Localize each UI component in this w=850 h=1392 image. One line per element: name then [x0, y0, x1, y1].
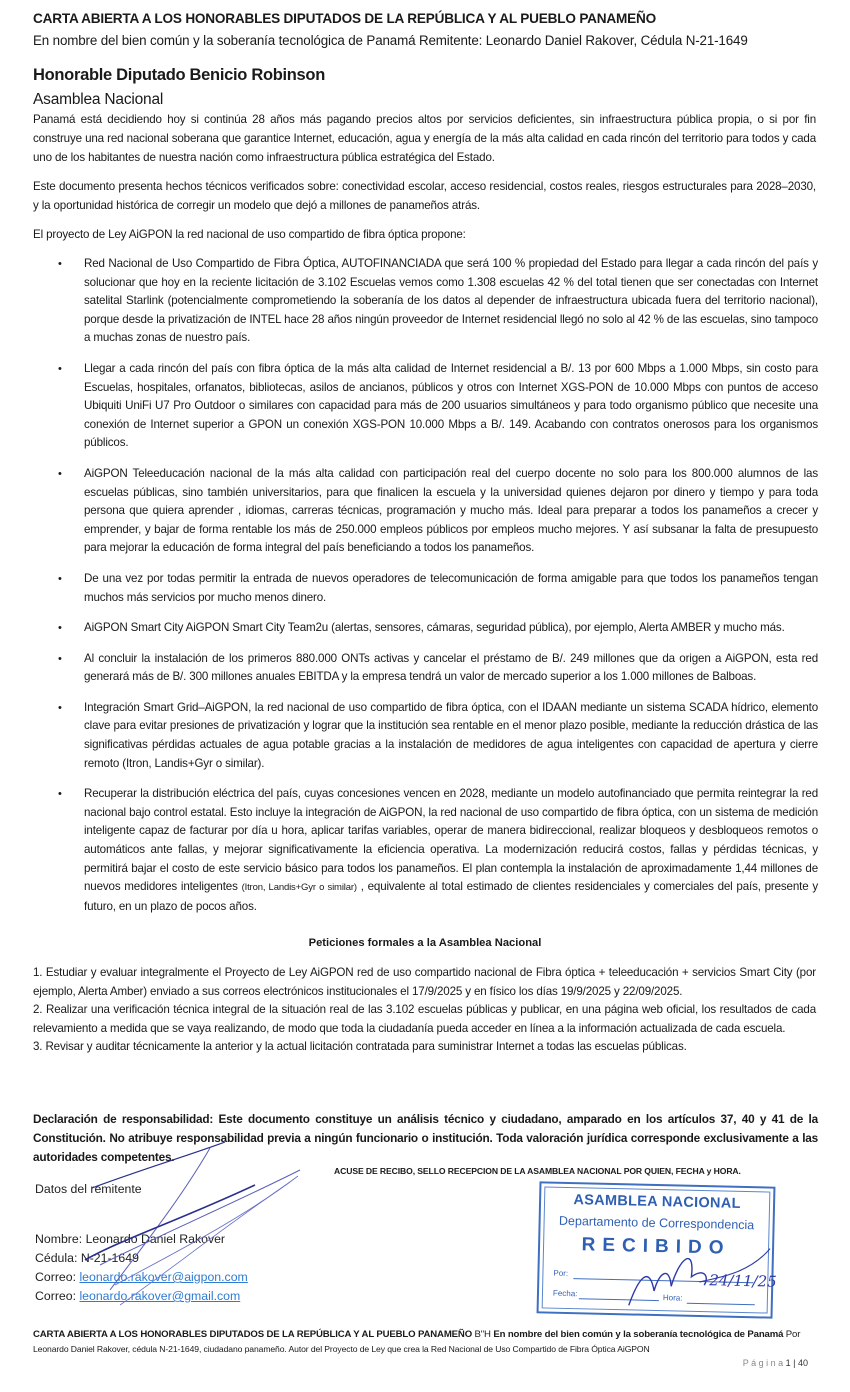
- proposal-item: [33, 465, 818, 558]
- bullet-icon: •: [58, 622, 62, 635]
- sender-email-row: [35, 1268, 248, 1287]
- proposal-item: [33, 650, 818, 687]
- footer-author: Leonardo Daniel Rakover, cédula N-21-1649, ciudadano panameño. Autor del Proyecto de Ley que crea la Red Nacional de Uso Compartido de Fibra Óptica AiGPON: [33, 1344, 650, 1354]
- stamp-department: Departamento de Correspondencia: [558, 1213, 755, 1233]
- proposal-text: De una vez por todas permitir la entrada de nuevos operadores de telecomunicación de forma amigable para que todos los panameños tengan muchos más servicios por mucho menos dinero.: [84, 571, 818, 604]
- letter-subtitle: En nombre del bien común y la soberanía tecnológica de Panamá Remitente: Leonardo Daniel Rakover, Cédula N-21-1649: [33, 33, 748, 48]
- proposal-text: Red Nacional de Uso Compartido de Fibra Óptica, AUTOFINANCIADA que será 100 % propiedad del Estado para llegar a cada rincón del país y solucionar que hoy en la reciente licitación de 3.102 Escuelas vemos como 1.308 escuelas 42 % del total tienen que ser conectadas con Internet satelital Starlink (potencialmente comprometiendo la soberanía de los datos al depender de infraestructura ubicada fuera del territorio nacional), porque desde la privatización de INTEL hace 28 años ningún proveedor de Internet residencial llegó no solo al 42 % de las escuelas, sino tampoco a muchas zonas de nuestro país.: [84, 257, 818, 345]
- proposal-text-small: (Itron, Landis+Gyr o similar): [241, 882, 357, 894]
- sender-name-row: [35, 1230, 225, 1249]
- bullet-icon: •: [58, 788, 62, 801]
- proposal-item: [33, 360, 818, 453]
- proposal-text: AiGPON Smart City AiGPON Smart City Team2u (alertas, sensores, cámaras, seguridad pública), por ejemplo, Alerta AMBER y mucho más.: [84, 621, 785, 635]
- petition-item: 3. Revisar y auditar técnicamente la anterior y la actual licitación contratada para suministrar Internet a todas las escuelas públicas.: [33, 1040, 687, 1054]
- bullet-icon: •: [58, 362, 62, 375]
- addressee-name: Honorable Diputado Benicio Robinson: [33, 66, 325, 84]
- intro-paragraph-2: Este documento presenta hechos técnicos verificados sobre: conectividad escolar, acceso residencial, costos reales, riesgos estructurales para 2028–2030, y la oportunidad histórica de corregir un modelo que dejó a millones de panameños atrás.: [33, 180, 816, 212]
- proposal-text: Integración Smart Grid–AiGPON, la red nacional de uso compartido de fibra óptica, con el IDAAN mediante un sistema SCADA hídrico, elemento clave para evitar presiones de privatización y lograr que la institución sea rentable en el menor plazo posible, mediante la reducción drástica de las significativas pérdidas actuales de agua potable gracias a la instalación de medidores de agua inteligentes con capacidad de apertura y cierre remoto (Itron, Landis+Gyr o similar).: [84, 700, 818, 770]
- proposal-item: [33, 255, 818, 348]
- proposal-item: [33, 570, 818, 607]
- bullet-icon: •: [58, 572, 62, 585]
- sender-name: Leonardo Daniel Rakover: [85, 1232, 226, 1246]
- petitions-title: Peticiones formales a la Asamblea Nacional: [308, 937, 542, 949]
- proposal-text: AiGPON Teleeducación nacional de la más alta calidad con participación real del cuerpo docente no solo para los 800.000 alumnos de las escuelas públicas, sino también universitarios, para que finalicen la escuela y la universidad quienes dejaron por dinero y tiempo y para toda persona que quiera aprender , idiomas, carreras técnicas, programación y mucho más. Ideal para preparar a todos los panameños a crecer y emprender, y bajar de forma rentable los más de 250.000 empleos públicos por empleos mucho mejores. Y así subsanar la falta de presupuesto para mejorar la educación de forma integral del país beneficiando a todos los panameños.: [84, 466, 818, 555]
- stamp-hora-label: Hora:: [662, 1293, 683, 1303]
- proposal-text: Al concluir la instalación de los primeros 880.000 ONTs activas y cancelar el préstamo de B/. 249 millones que da origen a AiGPON, esta red generará más de B/. 300 millones anuales EBITDA y la empresa tendrá un valor de mercado superior a los 1.000 millones de Balboas.: [84, 651, 818, 684]
- proposal-item: [33, 699, 818, 773]
- sender-heading: Datos del remitente: [35, 1182, 142, 1196]
- sender-id: N-21-1649: [80, 1251, 139, 1265]
- addressee-organization: Asamblea Nacional: [33, 91, 164, 108]
- proposal-text-tail: , equivalente al total estimado de clientes residenciales y comerciales del país, presente y futuro, en un plazo de pocos años.: [84, 880, 818, 913]
- bullet-icon: •: [58, 258, 62, 270]
- stamp-received: RECIBIDO: [581, 1234, 731, 1259]
- stamp-por-label: Por:: [553, 1268, 569, 1279]
- responsibility-declaration: Declaración de responsabilidad: Este documento constituye un análisis técnico y ciudadano, amparado en los artículos 37, 40 y 41 de la Constitución. No atribuye responsabilidad previa a ningún funcionario o institución. Toda valoración jurídica corresponde exclusivamente a las autoridades competentes.: [33, 1112, 818, 1164]
- proposal-item: [33, 619, 818, 638]
- stamp-fecha-label: Fecha:: [552, 1288, 578, 1299]
- sender-email-row: [35, 1287, 240, 1306]
- bullet-icon: •: [58, 467, 62, 480]
- bullet-icon: •: [58, 652, 62, 665]
- intro-paragraph-1: Panamá está decidiendo hoy si continúa 28 años más pagando precios altos por servicios deficientes, sin infraestructura pública propia, o si por fin construye una red nacional soberana que garantice Internet, educación, agua y energía de la más alta calidad en cada rincón del territorio para todos y cada uno de los habitantes de nuestra nación como infraestructura pública estratégica del Estado.: [33, 113, 816, 164]
- sender-id-row: [35, 1249, 139, 1268]
- acknowledgment-label: ACUSE DE RECIBO, SELLO RECEPCION DE LA ASAMBLEA NACIONAL POR QUIEN, FECHA y HORA.: [334, 1166, 741, 1176]
- footer-title: CARTA ABIERTA A LOS HONORABLES DIPUTADOS DE LA REPÚBLICA Y AL PUEBLO PANAMEÑO B"H En nombre del bien común y la soberanía tecnológica de Panamá Por: [33, 1329, 801, 1340]
- bullet-icon: •: [58, 701, 62, 714]
- proposals-list: [33, 255, 818, 916]
- svg-text:24/11/25: 24/11/25: [709, 1271, 777, 1291]
- intro-paragraph-3: El proyecto de Ley AiGPON la red nacional de uso compartido de fibra óptica propone:: [33, 228, 466, 241]
- stamp-signature-icon: [609, 1235, 781, 1314]
- stamp-institution: ASAMBLEA NACIONAL: [573, 1192, 741, 1212]
- proposal-text: Llegar a cada rincón del país con fibra óptica de la más alta calidad de Internet residencial a B/. 13 por 600 Mbps a 1.000 Mbps, sin costo para Escuelas, hospitales, orfanatos, bibliotecas, asilos de ancianos, públicos y otros con Internet XGS-PON de 10.000 Mbps con puntos de acceso Ubiquiti UniFi U7 Pro Outdoor o similares con capacidad para más de 200 usuarios simultáneos y para todo organismo público que necesite una conexión de Internet superior a GPON un conexión XGS-PON 10.000 Mbps a B/. 149. Acabando con contratos onerosos para los organismos públicos.: [84, 361, 818, 450]
- reception-stamp: [537, 1181, 776, 1318]
- sender-email-link[interactable]: leonardo.rakover@gmail.com: [79, 1289, 241, 1303]
- sender-name-label: Nombre:: [35, 1232, 83, 1246]
- proposal-item: [33, 785, 818, 916]
- sender-email-label: Correo:: [35, 1289, 77, 1303]
- petition-item: 1. Estudiar y evaluar integralmente el Proyecto de Ley AiGPON red de uso compartido nacional de Fibra óptica + teleeducación + servicios Smart City (por ejemplo, Alerta Amber) enviado a sus correos electrónicos institucionales el 17/9/2025 y en físico los días 19/9/2025 y 22/09/2025.: [33, 966, 816, 998]
- petition-item: 2. Realizar una verificación técnica integral de la situación real de las 3.102 escuelas públicas y publicar, en una página web oficial, los resultados de cada relevamiento a medida que se vaya realizando, de modo que toda la ciudadanía pueda acceder en línea a la información actualizada de cada escuela.: [33, 1003, 816, 1035]
- petitions-list: [33, 964, 816, 1057]
- sender-email-link[interactable]: leonardo.rakover@aigpon.com: [79, 1270, 248, 1284]
- sender-email-label: Correo:: [35, 1270, 77, 1284]
- sender-id-label: Cédula:: [35, 1251, 78, 1265]
- letter-title: CARTA ABIERTA A LOS HONORABLES DIPUTADOS DE LA REPÚBLICA Y AL PUEBLO PANAMEÑO: [33, 11, 657, 26]
- page-number: P á g i n a 1 | 40: [742, 1358, 808, 1368]
- proposal-text: Recuperar la distribución eléctrica del país, cuyas concesiones vencen en 2028, mediante un modelo autofinanciado que permita reintegrar la red nacional bajo control estatal. Esto incluye la integración de AiGPON, la red nacional de uso compartido de fibra óptica, con un sistema de medición inteligente capaz de facturar por día u hora, aplicar tarifas variables, operar de manera bidireccional, realizar bloqueos y desbloqueos remotos o automáticos ante fallas, y mejorar significativamente la eficiencia operativa. La modernización reducirá costos, fallas y pérdidas técnicas, y permitirá bajar el costo de este servicio básico para todos los panameños. El plan contempla la instalación de aproximadamente 1,44 millones de nuevos medidores inteligentes: [84, 787, 818, 894]
